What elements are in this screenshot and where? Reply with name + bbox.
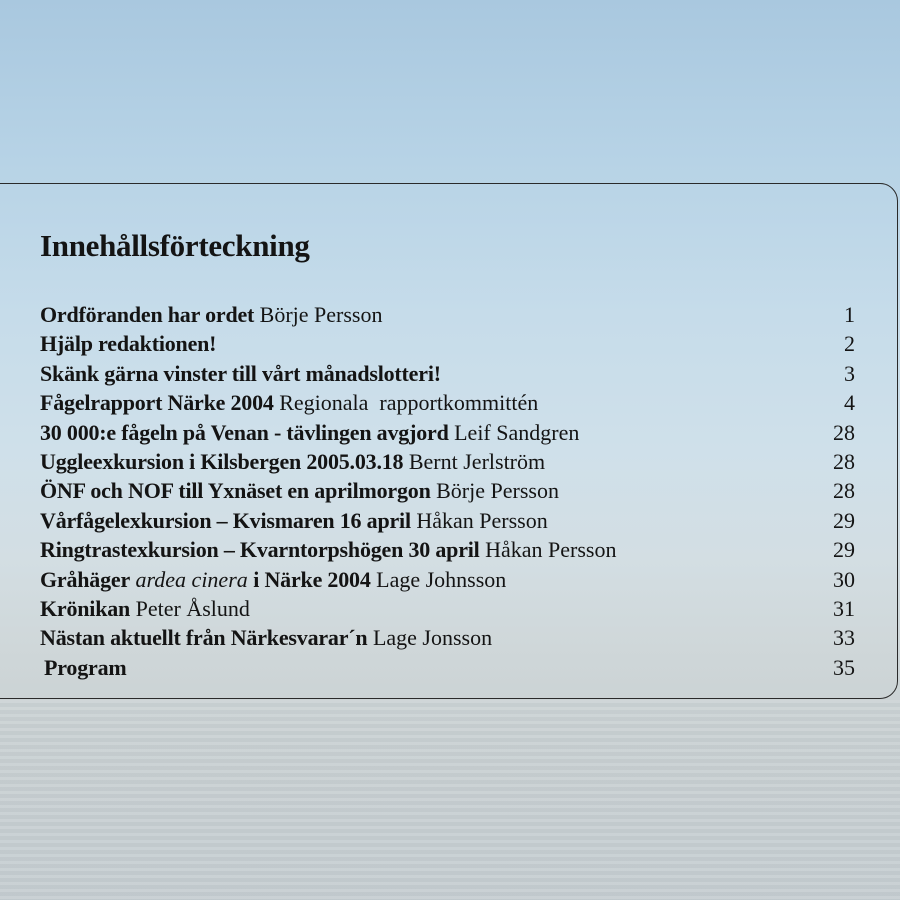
entry-title-pre: Gråhäger <box>40 566 131 592</box>
entry-title: Program <box>44 654 127 680</box>
entry-title-italic: ardea cinera <box>135 566 248 592</box>
entry-page: 35 <box>833 654 855 680</box>
entry-page: 2 <box>844 331 855 357</box>
entry-author: Håkan Persson <box>416 507 548 533</box>
entry-author: Lage Jonsson <box>372 625 493 651</box>
toc-entry <box>40 388 855 417</box>
toc-heading: Innehållsförteckning <box>40 228 310 263</box>
toc-entry <box>40 506 855 535</box>
entry-title: Vårfågelexkursion – Kvismaren 16 april <box>40 507 411 533</box>
entry-author: Bernt Jerlström <box>408 448 546 474</box>
toc-entry <box>40 447 855 476</box>
background-water <box>0 700 900 900</box>
entry-page: 3 <box>844 360 855 386</box>
toc-entry <box>40 594 855 623</box>
entry-title-post: i Närke 2004 <box>253 566 371 592</box>
entry-author: Börje Persson <box>259 302 383 327</box>
entry-author: Börje Persson <box>436 478 559 504</box>
entry-title: Ordföranden har ordet <box>40 302 255 327</box>
entry-page: 28 <box>833 448 855 474</box>
toc-entry <box>40 535 855 564</box>
entry-author: Regionala rapportkommittén <box>279 390 539 416</box>
entry-title: Ringtrastexkursion – Kvarntorpshögen 30 april <box>40 537 480 563</box>
entry-page: 4 <box>844 390 855 416</box>
entry-author: Peter Åslund <box>135 595 250 621</box>
entry-title: Uggleexkursion i Kilsbergen 2005.03.18 <box>40 448 404 474</box>
entry-author: Lage Johnsson <box>376 566 507 592</box>
entry-title: Skänk gärna vinster till vårt månadslotteri! <box>40 360 441 386</box>
toc-entry <box>40 565 855 594</box>
toc-entry <box>40 623 855 652</box>
entry-page: 30 <box>833 566 855 592</box>
toc-entry <box>40 418 855 447</box>
entry-title: Krönikan <box>40 595 131 621</box>
toc-entry <box>40 300 855 329</box>
entry-page: 31 <box>833 595 855 621</box>
entry-title: Hjälp redaktionen! <box>40 331 217 357</box>
entry-page: 1 <box>844 302 855 327</box>
entry-page: 29 <box>833 507 855 533</box>
entry-title: ÖNF och NOF till Yxnäset en aprilmorgon <box>40 478 431 504</box>
toc-entry <box>40 359 855 388</box>
toc-entry <box>40 476 855 505</box>
toc-entry <box>40 329 855 358</box>
entry-page: 28 <box>833 478 855 504</box>
toc-list <box>40 300 855 682</box>
entry-page: 33 <box>833 625 855 651</box>
entry-page: 29 <box>833 537 855 563</box>
entry-title: Nästan aktuellt från Närkesvarar´n <box>40 625 368 651</box>
entry-title: Fågelrapport Närke 2004 <box>40 390 274 416</box>
entry-page: 28 <box>833 419 855 445</box>
entry-author: Leif Sandgren <box>454 419 580 445</box>
entry-author: Håkan Persson <box>485 537 617 563</box>
toc-entry <box>40 653 855 682</box>
entry-title: 30 000:e fågeln på Venan - tävlingen avgjord <box>40 419 449 445</box>
